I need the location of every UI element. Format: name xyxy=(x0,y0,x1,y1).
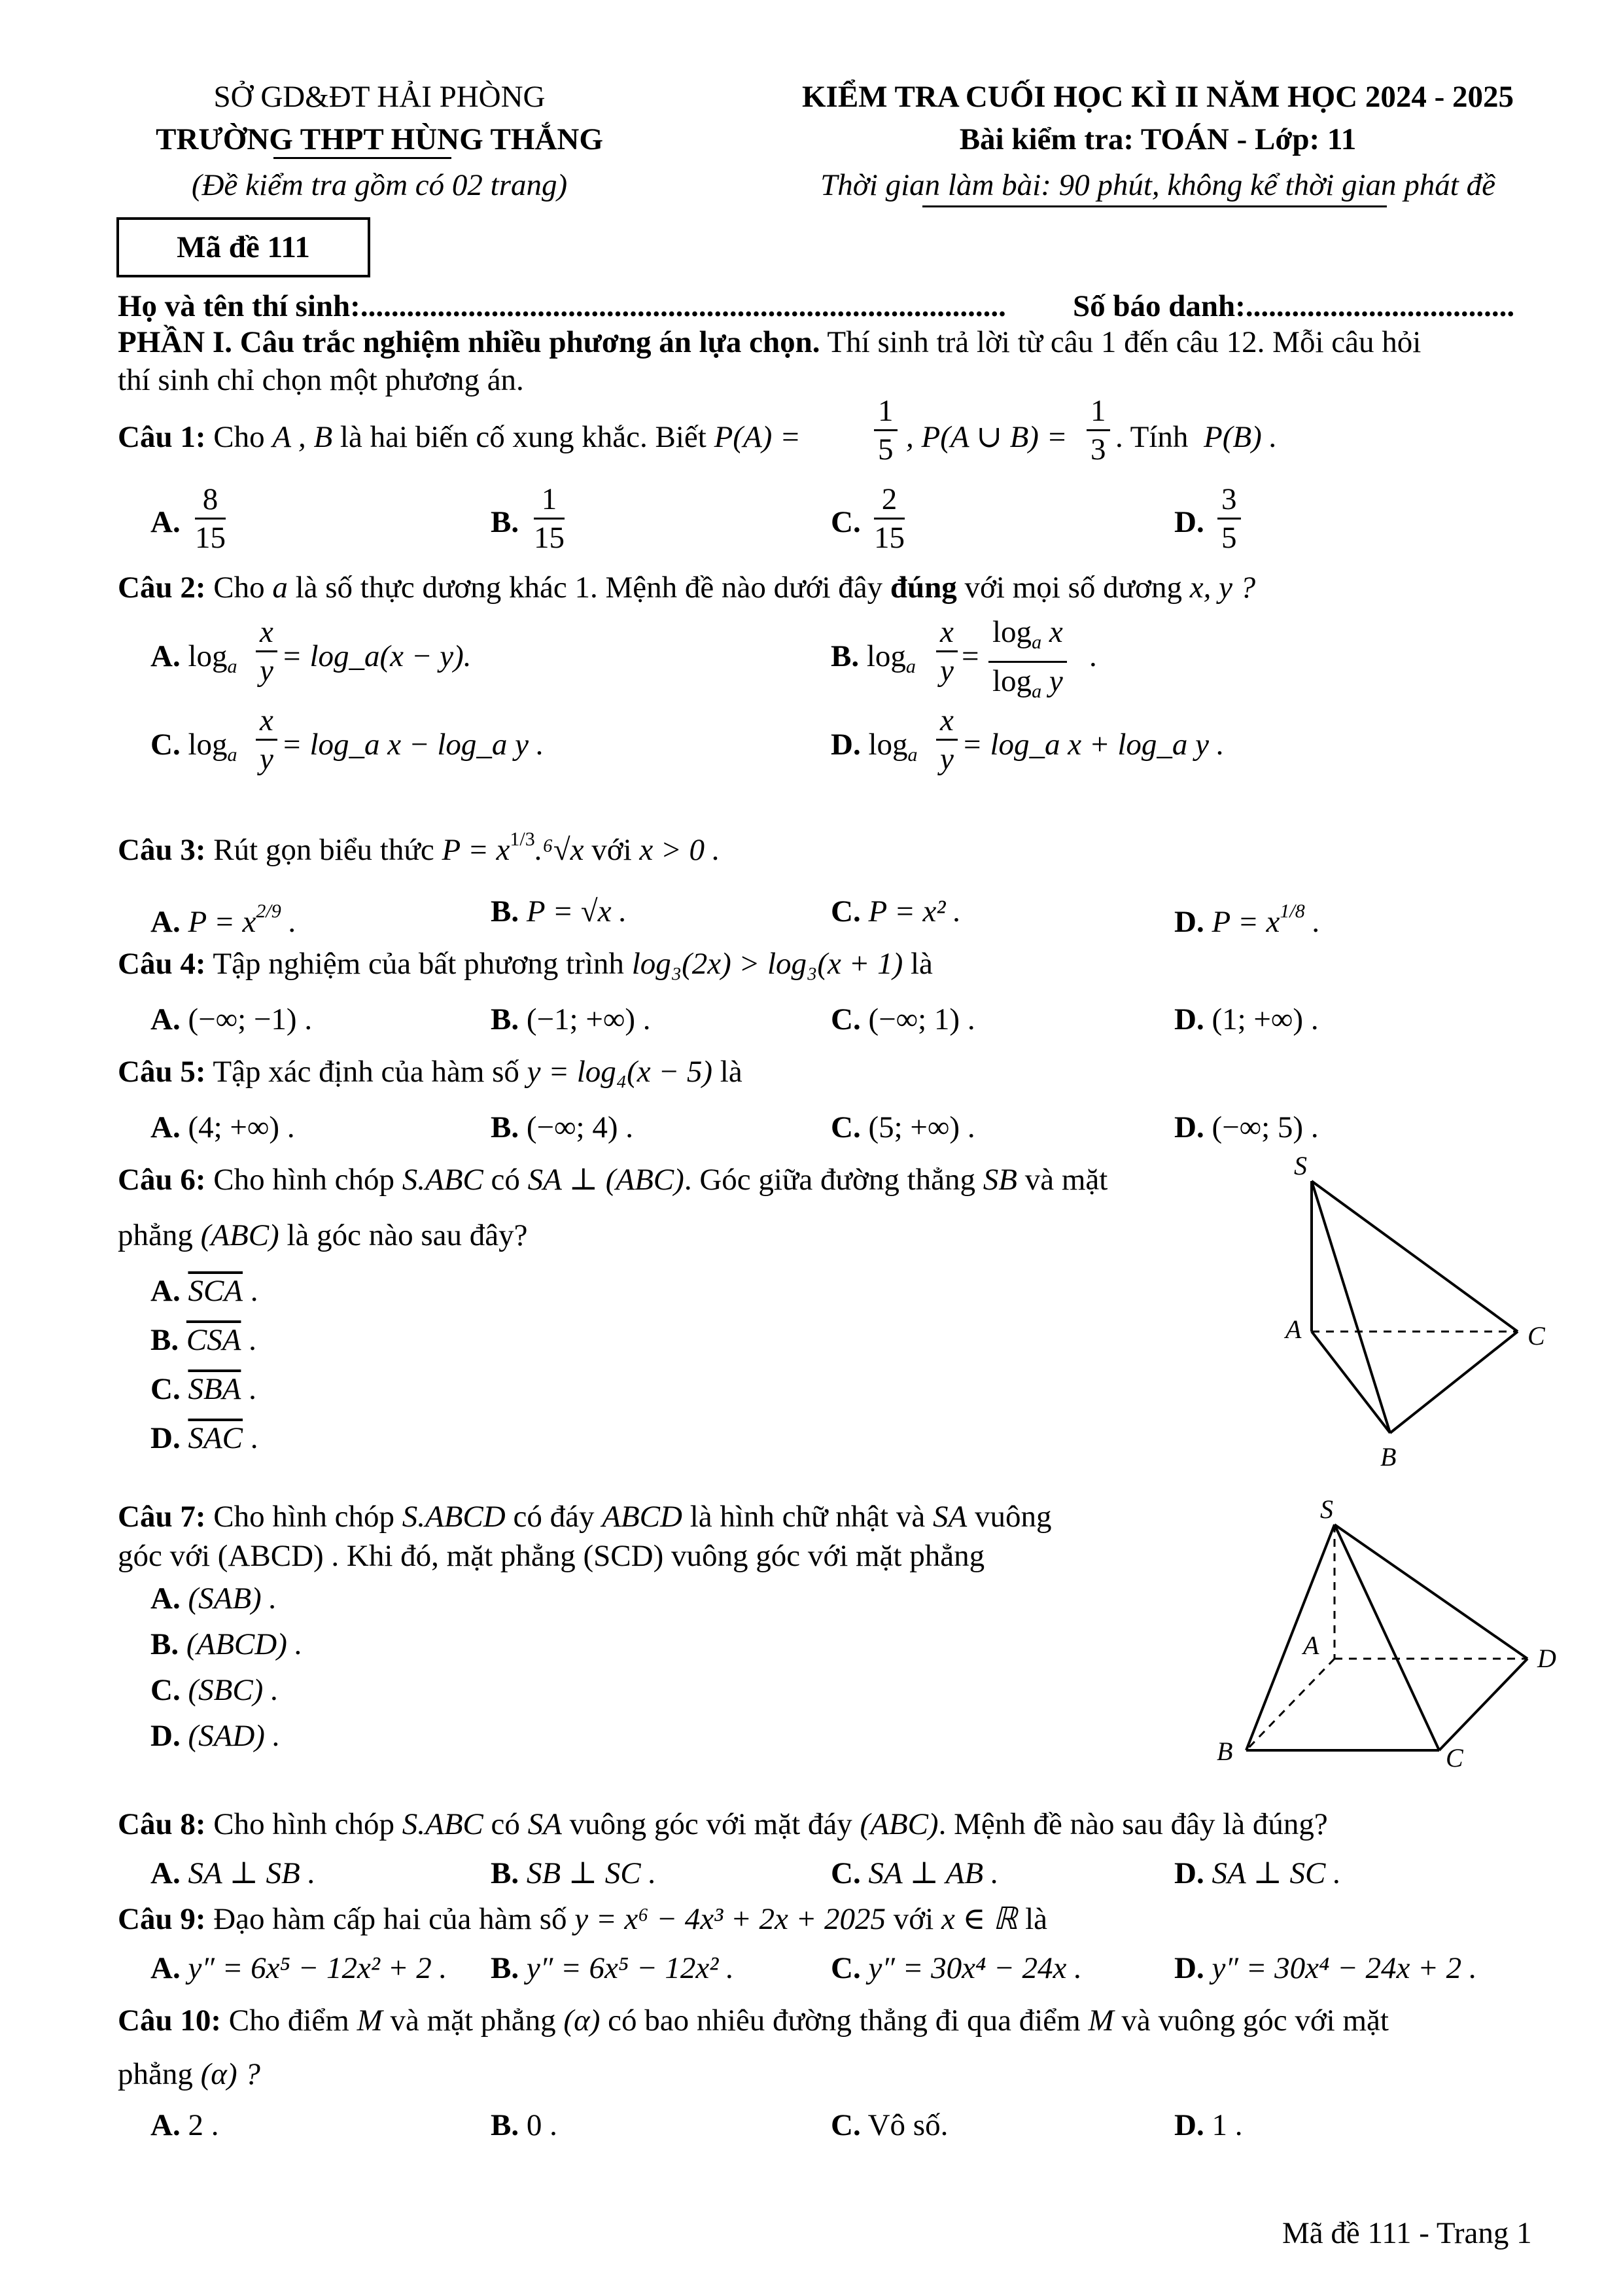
label-A: A xyxy=(1285,1315,1302,1344)
q9-option-c[interactable] xyxy=(831,1950,1082,1987)
q3-stem xyxy=(118,821,720,868)
q1-b-frac xyxy=(534,481,565,556)
q7-c-val: (SBC) . xyxy=(188,1673,279,1707)
opt-b-label: B. xyxy=(491,1856,519,1890)
q10-alpha2: (α) ? xyxy=(200,2057,260,2091)
q10-option-b[interactable] xyxy=(491,2107,557,2144)
opt-d-label: D. xyxy=(1174,905,1204,939)
q3-cond: x > 0 . xyxy=(639,833,720,867)
q7-stem-line1 xyxy=(118,1498,1052,1535)
q7-option-c[interactable] xyxy=(150,1672,279,1708)
q1-option-a[interactable] xyxy=(150,504,181,540)
q6-label: Câu 6: xyxy=(118,1163,206,1197)
q10-d-val: 1 . xyxy=(1212,2108,1243,2142)
q9-option-a[interactable] xyxy=(150,1950,447,1987)
q2-option-d[interactable]: D. $\log_a$ xyxy=(831,728,918,766)
q1-vars: A , B xyxy=(272,420,333,454)
q4-d-val: (1; +∞) . xyxy=(1212,1002,1319,1036)
opt-c-label: C. xyxy=(831,1110,861,1144)
opt-b-label: B. xyxy=(491,894,519,928)
q8-text3: vuông góc với mặt đáy xyxy=(569,1807,852,1841)
edge-BC xyxy=(1390,1332,1518,1433)
q9-label: Câu 9: xyxy=(118,1902,206,1936)
q3-b-val: P = √x . xyxy=(526,894,627,928)
q4-option-d[interactable] xyxy=(1174,1001,1319,1038)
opt-b-label: B. xyxy=(831,639,860,673)
section1-desc1: Thí sinh trả lời từ câu 1 đến câu 12. Mỗi câu hỏi xyxy=(820,325,1422,359)
opt-c-label: C. xyxy=(831,1856,861,1890)
exam-subject: Bài kiểm tra: TOÁN - Lớp: 11 xyxy=(959,122,1357,156)
q7-a-val: (SAB) . xyxy=(188,1581,277,1616)
q8-plane: (ABC) xyxy=(860,1807,939,1841)
q4-option-c[interactable] xyxy=(831,1001,975,1038)
q1-option-b[interactable] xyxy=(491,504,519,540)
q5-end: là xyxy=(720,1055,742,1089)
q10-c-val: Vô số. xyxy=(867,2108,949,2142)
section1-heading xyxy=(118,324,1421,361)
q4-end: là xyxy=(911,947,933,981)
q1-pu-num: 1 xyxy=(1087,393,1110,431)
opt-a-label: A. xyxy=(150,1856,181,1890)
edge-SC xyxy=(1335,1525,1439,1750)
q4-c-val: (−∞; 1) . xyxy=(868,1002,975,1036)
q4-label: Câu 4: xyxy=(118,947,206,981)
edge-SD xyxy=(1335,1525,1527,1659)
q2-c-frac: $\frac{x}{y}$ xyxy=(256,702,277,777)
opt-b-label: B. xyxy=(491,505,519,539)
q3-option-d[interactable]: D. $P = x^{1/8}$ . xyxy=(1174,900,1321,939)
q10-label: Câu 10: xyxy=(118,2004,221,2038)
student-name-field: Họ và tên thí sinh:.................................................................................... xyxy=(118,289,1006,323)
section1-desc2: thí sinh chỉ chọn một phương án. xyxy=(118,363,524,397)
q7-option-d[interactable] xyxy=(150,1718,280,1754)
q8-option-b[interactable] xyxy=(491,1855,656,1892)
q9-b-val: y″ = 6x⁵ − 12x² . xyxy=(526,1951,734,1985)
q7-pyr: S.ABCD xyxy=(402,1500,506,1534)
q10-a-val: 2 . xyxy=(188,2108,219,2142)
school-underline xyxy=(273,157,451,159)
q6-option-a[interactable]: A. $\overline{SCA}$ . xyxy=(150,1274,258,1308)
q10-alpha: (α) xyxy=(563,2004,601,2038)
q6-option-b[interactable]: B. $\overline{CSA}$ . xyxy=(150,1323,256,1357)
q1-c-frac xyxy=(874,481,905,556)
dept-name: SỞ GD&ĐT HẢI PHÒNG xyxy=(213,80,546,114)
q6-b-val: $\overline{CSA}$ xyxy=(186,1323,241,1357)
q6-text2: có xyxy=(491,1163,520,1197)
opt-c-label: C. xyxy=(150,1673,181,1707)
q8-c-val: SA ⊥ AB . xyxy=(868,1856,999,1890)
q6-text3: . Góc giữa đường thẳng xyxy=(684,1163,976,1197)
q3-d-exp: 1/8 xyxy=(1280,900,1305,922)
q3-text: Rút gọn biểu thức xyxy=(213,833,434,867)
opt-d-label: D. xyxy=(1174,1110,1204,1144)
opt-a-label: A. xyxy=(150,2108,181,2142)
q1-pa-num: 1 xyxy=(874,393,898,431)
q7-option-a[interactable] xyxy=(150,1580,277,1617)
q5-expr: y = log₄(x − 5) xyxy=(527,1055,713,1089)
student-id-field: Số báo danh:................................... xyxy=(1073,289,1515,323)
q6-plane: (ABC) xyxy=(200,1218,279,1252)
q2-option-b[interactable]: B. $\log_a$ xyxy=(831,639,916,677)
q6-pyramid-figure xyxy=(1243,1145,1570,1485)
q4-text: Tập nghiệm của bất phương trình xyxy=(213,947,624,981)
q2-stem xyxy=(118,569,1255,606)
q1-pu: , P(A ∪ B) = xyxy=(906,420,1068,454)
q1-text1: Cho xyxy=(213,420,265,454)
opt-d-label: D. xyxy=(150,1719,181,1753)
q3-option-b[interactable] xyxy=(491,893,627,930)
opt-b-label: B. xyxy=(491,2108,519,2142)
exam-title: KIỂM TRA CUỐI HỌC KÌ II NĂM HỌC 2024 - 2025 xyxy=(801,80,1514,114)
q2-vars: x, y ? xyxy=(1189,571,1256,605)
q10-stem-line2 xyxy=(118,2056,260,2093)
q9-option-b[interactable] xyxy=(491,1950,734,1987)
q8-option-d[interactable] xyxy=(1174,1855,1341,1892)
q1-pa-den: 5 xyxy=(878,433,894,467)
q4-option-a[interactable] xyxy=(150,1001,312,1038)
q7-sa: SA xyxy=(933,1500,968,1534)
q2-b-frac-right: $\frac{\log_a x}{\log_a y}$ xyxy=(988,614,1067,710)
opt-c-label: C. xyxy=(831,894,861,928)
q8-b-val: SB ⊥ SC . xyxy=(526,1856,657,1890)
q2-option-c[interactable]: C. $\log_a$ xyxy=(150,728,237,766)
q2-d-frac: $\frac{x}{y}$ xyxy=(936,702,958,777)
opt-c-label: C. xyxy=(150,728,181,762)
q6-line: SB xyxy=(983,1163,1017,1197)
q3-exp: 1/3 xyxy=(510,828,535,850)
opt-d-label: D. xyxy=(150,1421,181,1455)
label-C: C xyxy=(1527,1321,1545,1351)
q8-text1: Cho hình chóp xyxy=(213,1807,395,1841)
q7-b-val: (ABCD) . xyxy=(186,1627,303,1661)
label-D: D xyxy=(1537,1644,1556,1673)
opt-a-label: A. xyxy=(150,1274,181,1308)
q5-option-b[interactable] xyxy=(491,1109,633,1146)
opt-c-label: C. xyxy=(831,505,861,539)
q3-c-val: P = x² . xyxy=(868,894,961,928)
q10-option-d[interactable] xyxy=(1174,2107,1242,2144)
q4-expr: log₃(2x) > log₃(x + 1) xyxy=(631,947,903,981)
opt-b-label: B. xyxy=(491,1002,519,1036)
q5-a-val: (4; +∞) . xyxy=(188,1110,295,1144)
q1-d-num: 3 xyxy=(1217,481,1241,520)
label-S: S xyxy=(1294,1151,1307,1180)
opt-a-label: A. xyxy=(150,1002,181,1036)
opt-c-label: C. xyxy=(831,2108,861,2142)
q7-stem-line2: góc với (ABCD) . Khi đó, mặt phẳng (SCD) vuông góc với mặt phẳng xyxy=(118,1539,985,1573)
q2-a-frac: $\frac{x}{y}$ xyxy=(256,614,277,689)
q5-option-d[interactable] xyxy=(1174,1109,1319,1146)
q7-text4: vuông xyxy=(975,1500,1052,1534)
q10-text5: phẳng xyxy=(118,2057,193,2091)
opt-a-label: A. xyxy=(150,1951,181,1985)
q1-text2: là hai biến cố xung khắc. Biết xyxy=(340,420,707,454)
opt-d-label: D. xyxy=(1174,505,1204,539)
label-B: B xyxy=(1217,1737,1233,1766)
q8-text2: có xyxy=(491,1807,520,1841)
q8-a-val: SA ⊥ SB . xyxy=(188,1856,316,1890)
q7-text3: là hình chữ nhật và xyxy=(689,1500,926,1534)
opt-d-label: D. xyxy=(831,728,861,762)
q7-option-b[interactable] xyxy=(150,1626,302,1663)
opt-a-label: A. xyxy=(150,1581,181,1616)
q2-d-rhs: = log_a x + log_a y . xyxy=(962,728,1225,762)
q2-c-rhs: = log_a x − log_a y . xyxy=(281,728,544,762)
q1-c-den: 15 xyxy=(874,521,905,555)
opt-d-label: D. xyxy=(1174,1951,1204,1985)
q2-option-a[interactable]: A. $\log_a$ xyxy=(150,639,237,677)
q10-m: M xyxy=(357,2004,383,2038)
q4-stem xyxy=(118,945,933,982)
q2-text3: với mọi số dương xyxy=(964,571,1182,605)
q8-option-c[interactable] xyxy=(831,1855,999,1892)
q3-a-val: P = x xyxy=(188,905,256,939)
page-footer: Mã đề 111 - Trang 1 xyxy=(1282,2216,1532,2250)
q7-text2: có đáy xyxy=(513,1500,595,1534)
duration-underline xyxy=(922,205,1387,207)
q3-option-c[interactable] xyxy=(831,893,961,930)
q5-option-c[interactable] xyxy=(831,1109,975,1146)
q9-expr: y = x⁶ − 4x³ + 2x + 2025 xyxy=(574,1902,886,1936)
q4-a-val: (−∞; −1) . xyxy=(188,1002,313,1036)
q6-text5: phẳng xyxy=(118,1218,193,1252)
edge-AB xyxy=(1246,1659,1335,1750)
q1-d-den: 5 xyxy=(1221,521,1237,555)
q6-text4: và mặt xyxy=(1024,1163,1108,1197)
q1-pa-frac xyxy=(874,393,898,468)
q1-a-den: 15 xyxy=(195,521,226,555)
q7-base: ABCD xyxy=(602,1500,682,1534)
q10-stem-line1 xyxy=(118,2002,1389,2039)
q9-end: là xyxy=(1025,1902,1048,1936)
opt-c-label: C. xyxy=(831,1002,861,1036)
q5-d-val: (−∞; 5) . xyxy=(1212,1110,1319,1144)
q7-text1: Cho hình chóp xyxy=(213,1500,395,1534)
school-name: TRƯỜNG THPT HÙNG THẮNG xyxy=(156,122,603,156)
q10-b-val: 0 . xyxy=(526,2108,557,2142)
q5-option-a[interactable] xyxy=(150,1109,295,1146)
q10-m2: M xyxy=(1088,2004,1114,2038)
q1-b-den: 15 xyxy=(534,521,565,555)
q1-a-frac xyxy=(195,481,226,556)
q10-option-a[interactable] xyxy=(150,2107,218,2144)
q6-pyr: S.ABC xyxy=(402,1163,483,1197)
edge-SB xyxy=(1312,1181,1390,1433)
q5-c-val: (5; +∞) . xyxy=(868,1110,975,1144)
q6-stem-line1 xyxy=(118,1161,1108,1198)
q10-text3: có bao nhiêu đường thẳng đi qua điểm xyxy=(608,2004,1081,2038)
q4-b-val: (−1; +∞) . xyxy=(526,1002,651,1036)
opt-b-label: B. xyxy=(150,1323,179,1357)
q1-label: Câu 1: xyxy=(118,420,206,454)
q9-cond: x ∈ ℝ xyxy=(941,1902,1018,1936)
edge-CD xyxy=(1439,1659,1527,1750)
q5-b-val: (−∞; 4) . xyxy=(526,1110,633,1144)
q2-bold: đúng xyxy=(890,571,957,605)
exam-code-box: Mã đề 111 xyxy=(116,217,370,277)
label-B: B xyxy=(1380,1442,1397,1472)
opt-a-label: A. xyxy=(150,639,181,673)
q8-text4: . Mệnh đề nào sau đây là đúng? xyxy=(938,1807,1328,1841)
q7-d-val: (SAD) . xyxy=(188,1719,281,1753)
q8-d-val: SA ⊥ SC . xyxy=(1212,1856,1341,1890)
section1-title: PHẦN I. Câu trắc nghiệm nhiều phương án lựa chọn. xyxy=(118,325,820,359)
q6-text1: Cho hình chóp xyxy=(213,1163,395,1197)
exam-duration: Thời gian làm bài: 90 phút, không kể thời gian phát đề xyxy=(820,168,1495,202)
opt-a-label: A. xyxy=(150,505,181,539)
q2-text1: Cho xyxy=(213,571,265,605)
q2-a-rhs: = log_a(x − y). xyxy=(281,639,472,673)
q8-stem xyxy=(118,1806,1328,1843)
label-C: C xyxy=(1446,1743,1463,1773)
q3-d-val: P = x xyxy=(1212,905,1280,939)
q1-d-frac xyxy=(1217,481,1241,556)
q6-rel: SA ⊥ (ABC) xyxy=(527,1163,684,1197)
edge-SB xyxy=(1246,1525,1335,1750)
opt-a-label: A. xyxy=(150,1110,181,1144)
q8-sa: SA xyxy=(527,1807,562,1841)
q2-var: a xyxy=(272,571,288,605)
q1-a-num: 8 xyxy=(195,481,226,520)
q1-c-num: 2 xyxy=(874,481,905,520)
q9-text: Đạo hàm cấp hai của hàm số xyxy=(213,1902,567,1936)
label-S: S xyxy=(1320,1494,1333,1524)
q2-b-frac-left: $\frac{x}{y}$ xyxy=(936,614,958,689)
q6-text6: là góc nào sau đây? xyxy=(287,1218,528,1252)
opt-a-label: A. xyxy=(150,905,181,939)
q9-d-val: y″ = 30x⁴ − 24x + 2 . xyxy=(1212,1951,1477,1985)
q9-c-val: y″ = 30x⁴ − 24x . xyxy=(868,1951,1082,1985)
opt-b-label: B. xyxy=(491,1110,519,1144)
q1-option-c[interactable] xyxy=(831,504,861,540)
label-A: A xyxy=(1303,1631,1319,1660)
q10-text1: Cho điểm xyxy=(228,2004,349,2038)
q3-expr: P = x xyxy=(442,833,510,867)
q3-root: .⁶√x xyxy=(534,833,584,867)
q9-stem xyxy=(118,1901,1047,1937)
q5-stem xyxy=(118,1053,742,1090)
q3-option-a[interactable]: A. $P = x^{2/9}$ . xyxy=(150,900,297,939)
edge-AB xyxy=(1312,1332,1390,1433)
q6-stem-line2 xyxy=(118,1217,527,1254)
q4-option-b[interactable] xyxy=(491,1001,651,1038)
opt-b-label: B. xyxy=(491,1951,519,1985)
q5-label: Câu 5: xyxy=(118,1055,206,1089)
q3-label: Câu 3: xyxy=(118,833,206,867)
opt-d-label: D. xyxy=(1174,1856,1204,1890)
opt-b-label: B. xyxy=(150,1627,179,1661)
q3-a-exp: 2/9 xyxy=(256,900,281,922)
opt-c-label: C. xyxy=(150,1372,181,1406)
q6-d-val: $\overline{SAC}$ xyxy=(188,1421,243,1455)
q1-pu-frac xyxy=(1087,393,1110,468)
q1-option-d[interactable] xyxy=(1174,504,1204,540)
q7-pyramid-figure xyxy=(1197,1492,1563,1780)
q2-text2: là số thực dương khác 1. Mệnh đề nào dưới đây xyxy=(295,571,883,605)
q1-b-num: 1 xyxy=(534,481,565,520)
q10-text4: và vuông góc với mặt xyxy=(1121,2004,1389,2038)
q10-text2: và mặt phẳng xyxy=(390,2004,556,2038)
q8-pyr: S.ABC xyxy=(402,1807,483,1841)
q10-option-c[interactable] xyxy=(831,2107,948,2144)
q6-a-val: $\overline{SCA}$ xyxy=(188,1274,243,1308)
q1-pa: P(A) = xyxy=(714,420,801,454)
q8-option-a[interactable] xyxy=(150,1855,315,1892)
q9-option-d[interactable] xyxy=(1174,1950,1477,1987)
opt-c-label: C. xyxy=(831,1951,861,1985)
opt-d-label: D. xyxy=(1174,1002,1204,1036)
q1-stem xyxy=(118,419,801,455)
edge-SC xyxy=(1312,1181,1518,1332)
opt-d-label: D. xyxy=(1174,2108,1204,2142)
q9-a-val: y″ = 6x⁵ − 12x² + 2 . xyxy=(188,1951,447,1985)
q5-text: Tập xác định của hàm số xyxy=(213,1055,519,1089)
q1-ask: . Tính xyxy=(1115,420,1189,454)
q7-label: Câu 7: xyxy=(118,1500,206,1534)
q8-label: Câu 8: xyxy=(118,1807,206,1841)
q6-c-val: $\overline{SBA}$ xyxy=(188,1372,241,1406)
q9-cond-word: với xyxy=(893,1902,934,1936)
q6-option-d[interactable]: D. $\overline{SAC}$ . xyxy=(150,1421,258,1455)
pages-note: (Đề kiểm tra gồm có 02 trang) xyxy=(191,168,568,202)
q3-cond-word: với xyxy=(591,833,632,867)
q2-label: Câu 2: xyxy=(118,571,206,605)
q6-option-c[interactable]: C. $\overline{SBA}$ . xyxy=(150,1372,256,1406)
q1-pb: P(B) . xyxy=(1204,420,1278,454)
q1-pu-den: 3 xyxy=(1091,433,1106,467)
